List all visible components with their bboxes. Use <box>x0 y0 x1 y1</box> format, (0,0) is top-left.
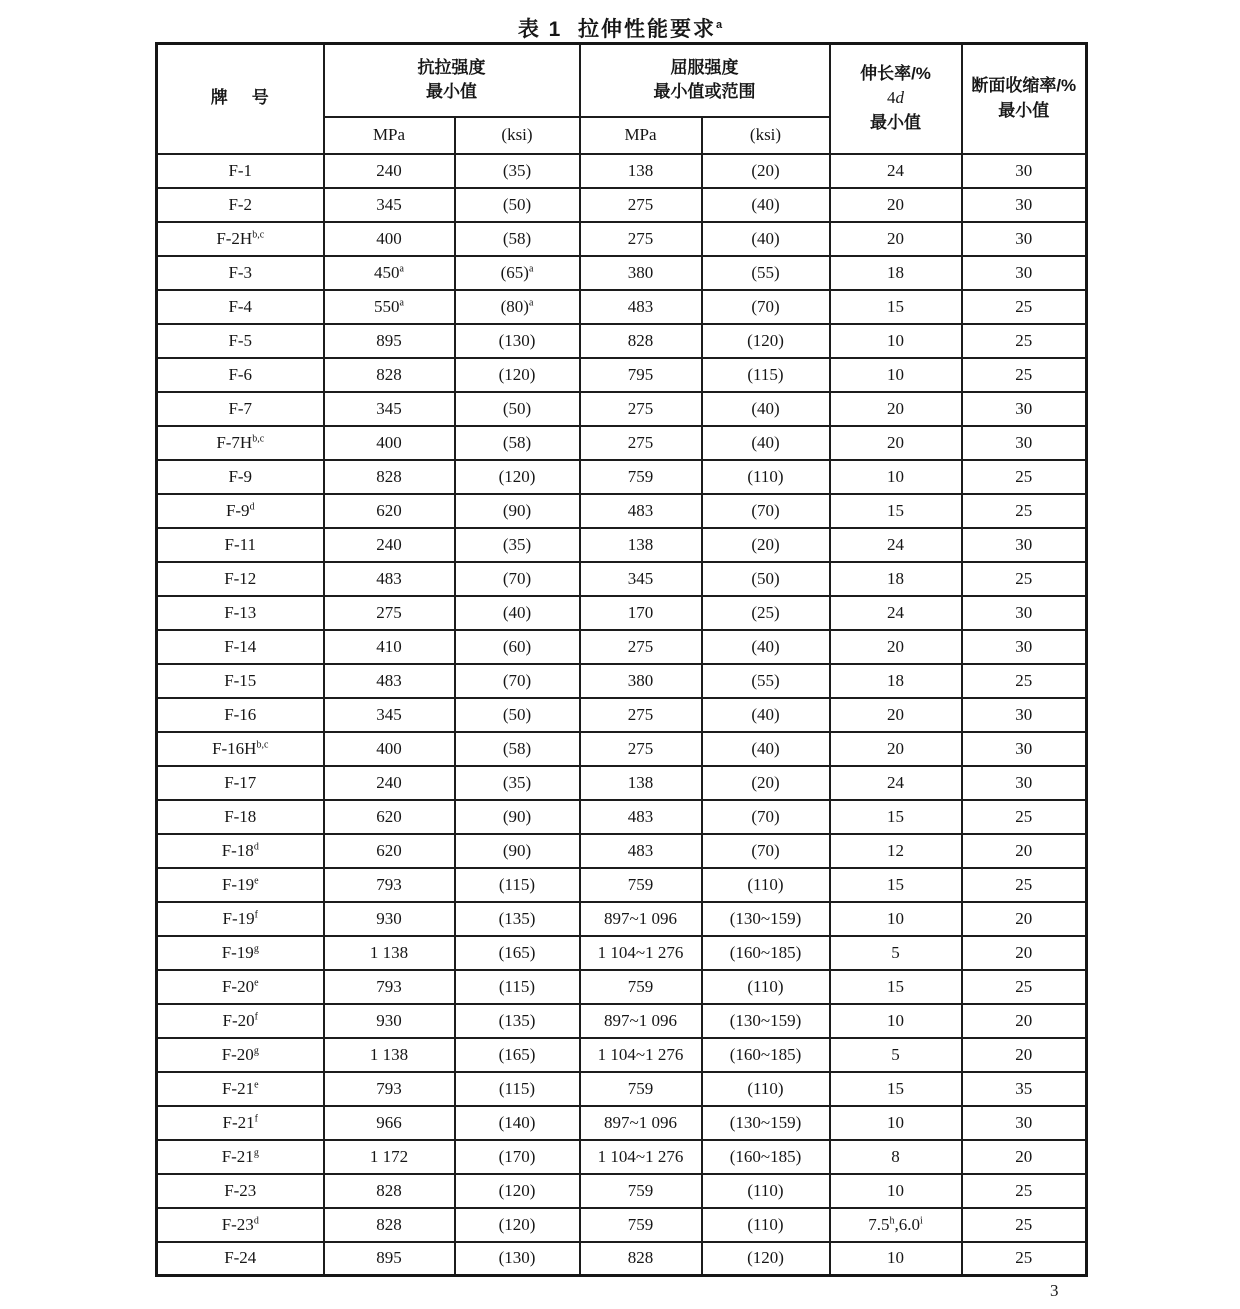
value-cell: (20) <box>702 528 830 562</box>
value-cell: 345 <box>324 188 455 222</box>
table-row <box>157 868 1087 902</box>
value-cell: 759 <box>580 970 702 1004</box>
grade-cell: F-24 <box>157 1242 324 1276</box>
value-cell: 18 <box>830 256 962 290</box>
grade-cell: F-15 <box>157 664 324 698</box>
table-title <box>155 13 1085 43</box>
value-cell: 930 <box>324 902 455 936</box>
value-cell: 15 <box>830 868 962 902</box>
value-cell: (110) <box>702 1072 830 1106</box>
grade-cell: F-6 <box>157 358 324 392</box>
value-cell: 345 <box>580 562 702 596</box>
value-cell: 30 <box>962 596 1087 630</box>
value-cell: (120) <box>455 460 580 494</box>
value-cell: (160~185) <box>702 1038 830 1072</box>
header-reduction-of-area <box>962 44 1087 154</box>
grade-cell: F-19$^g$ <box>157 936 324 970</box>
grade-cell: F-16 <box>157 698 324 732</box>
value-cell: 30 <box>962 732 1087 766</box>
value-cell: 25 <box>962 1208 1087 1242</box>
grade-cell: F-18 <box>157 800 324 834</box>
value-cell: (115) <box>455 970 580 1004</box>
value-cell: (120) <box>455 358 580 392</box>
grade-cell: F-17 <box>157 766 324 800</box>
value-cell: (130~159) <box>702 1004 830 1038</box>
value-cell: 759 <box>580 868 702 902</box>
value-cell: (130~159) <box>702 1106 830 1140</box>
table-row <box>157 460 1087 494</box>
value-cell: 25 <box>962 460 1087 494</box>
value-cell: 35 <box>962 1072 1087 1106</box>
value-cell: 240 <box>324 528 455 562</box>
value-cell: 18 <box>830 664 962 698</box>
value-cell: 793 <box>324 970 455 1004</box>
value-cell: 759 <box>580 1208 702 1242</box>
value-cell: (40) <box>702 222 830 256</box>
grade-cell: F-5 <box>157 324 324 358</box>
value-cell: 275 <box>580 188 702 222</box>
value-cell: 1 104~1 276 <box>580 936 702 970</box>
table-row <box>157 562 1087 596</box>
value-cell: 7.5$^h$,6.0$^i$ <box>830 1208 962 1242</box>
table-row <box>157 1038 1087 1072</box>
grade-cell: F-9 <box>157 460 324 494</box>
value-cell: 20 <box>962 834 1087 868</box>
value-cell: 10 <box>830 1242 962 1276</box>
value-cell: 25 <box>962 494 1087 528</box>
table-row <box>157 732 1087 766</box>
value-cell: 30 <box>962 1106 1087 1140</box>
value-cell: 25 <box>962 562 1087 596</box>
value-cell: 895 <box>324 1242 455 1276</box>
value-cell: 275 <box>580 698 702 732</box>
value-cell: (70) <box>702 834 830 868</box>
table-row <box>157 188 1087 222</box>
value-cell: 828 <box>324 1208 455 1242</box>
table-row <box>157 1004 1087 1038</box>
grade-cell: $F-7H^{b,c}$ <box>157 426 324 460</box>
value-cell: 25 <box>962 324 1087 358</box>
value-cell: 380 <box>580 256 702 290</box>
value-cell: (160~185) <box>702 1140 830 1174</box>
value-cell: 10 <box>830 460 962 494</box>
value-cell: (40) <box>702 732 830 766</box>
value-cell: 275 <box>324 596 455 630</box>
value-cell: 793 <box>324 868 455 902</box>
table-row <box>157 324 1087 358</box>
value-cell: 25 <box>962 800 1087 834</box>
value-cell: 483 <box>580 834 702 868</box>
value-cell: 759 <box>580 460 702 494</box>
value-cell: 793 <box>324 1072 455 1106</box>
table-row <box>157 154 1087 188</box>
value-cell: 10 <box>830 324 962 358</box>
grade-cell: F-13 <box>157 596 324 630</box>
grade-cell: $F-2H^{b,c}$ <box>157 222 324 256</box>
value-cell: 795 <box>580 358 702 392</box>
value-cell: 410 <box>324 630 455 664</box>
value-cell: (90) <box>455 834 580 868</box>
value-cell: 828 <box>324 1174 455 1208</box>
table-row <box>157 970 1087 1004</box>
value-cell: 24 <box>830 596 962 630</box>
table-row <box>157 392 1087 426</box>
value-cell: 15 <box>830 970 962 1004</box>
value-cell: (70) <box>702 290 830 324</box>
value-cell: (120) <box>702 1242 830 1276</box>
header-yield-line1: 屈服强度 <box>670 57 739 77</box>
value-cell: 345 <box>324 392 455 426</box>
value-cell: 759 <box>580 1174 702 1208</box>
value-cell: 483 <box>580 800 702 834</box>
value-cell: 30 <box>962 426 1087 460</box>
grade-cell: F-20$^f$ <box>157 1004 324 1038</box>
value-cell: 138 <box>580 528 702 562</box>
value-cell: 170 <box>580 596 702 630</box>
value-cell: 20 <box>830 222 962 256</box>
value-cell: 5 <box>830 1038 962 1072</box>
value-cell: 20 <box>830 732 962 766</box>
value-cell: (50) <box>455 188 580 222</box>
header-reduction-line2: 最小值 <box>998 100 1050 120</box>
grade-cell: F-20e <box>157 970 324 1004</box>
value-cell: 20 <box>830 630 962 664</box>
value-cell: 275 <box>580 732 702 766</box>
value-cell: (90) <box>455 494 580 528</box>
table-row <box>157 494 1087 528</box>
value-cell: (70) <box>702 800 830 834</box>
table-row <box>157 936 1087 970</box>
grade-cell: F-1 <box>157 154 324 188</box>
value-cell: 15 <box>830 494 962 528</box>
table-row <box>157 290 1087 324</box>
value-cell: (110) <box>702 1174 830 1208</box>
value-cell: (40) <box>702 698 830 732</box>
value-cell: (50) <box>702 562 830 596</box>
grade-cell: F-21e <box>157 1072 324 1106</box>
value-cell: 483 <box>580 494 702 528</box>
grade-cell: F-23$^d$ <box>157 1208 324 1242</box>
value-cell: 400 <box>324 222 455 256</box>
value-cell: 15 <box>830 800 962 834</box>
value-cell: 25 <box>962 358 1087 392</box>
table-row <box>157 1106 1087 1140</box>
table-row <box>157 426 1087 460</box>
value-cell: 20 <box>962 1140 1087 1174</box>
value-cell: (55) <box>702 664 830 698</box>
value-cell: (115) <box>702 358 830 392</box>
table-row <box>157 1072 1087 1106</box>
value-cell: 1 104~1 276 <box>580 1038 702 1072</box>
table-body <box>157 154 1087 1276</box>
table-row <box>157 698 1087 732</box>
value-cell: (170) <box>455 1140 580 1174</box>
value-cell: (70) <box>702 494 830 528</box>
value-cell: (70) <box>455 562 580 596</box>
grade-cell: F-19$^f$ <box>157 902 324 936</box>
table-row <box>157 528 1087 562</box>
value-cell: (110) <box>702 970 830 1004</box>
value-cell: $(65)^a$ <box>455 256 580 290</box>
table-row <box>157 630 1087 664</box>
value-cell: 10 <box>830 1174 962 1208</box>
value-cell: 10 <box>830 1004 962 1038</box>
value-cell: 275 <box>580 222 702 256</box>
value-cell: (20) <box>702 154 830 188</box>
value-cell: 30 <box>962 188 1087 222</box>
value-cell: 930 <box>324 1004 455 1038</box>
grade-cell: F-9$^d$ <box>157 494 324 528</box>
value-cell: 138 <box>580 154 702 188</box>
grade-cell: F-2 <box>157 188 324 222</box>
value-cell: 966 <box>324 1106 455 1140</box>
value-cell: 483 <box>324 562 455 596</box>
value-cell: 20 <box>830 426 962 460</box>
grade-cell: F-21$^f$ <box>157 1106 324 1140</box>
header-yield-unit-ksi: (ksi) <box>702 117 830 154</box>
value-cell: (120) <box>455 1208 580 1242</box>
value-cell: 275 <box>580 426 702 460</box>
table-row <box>157 800 1087 834</box>
value-cell: 25 <box>962 1174 1087 1208</box>
value-cell: 30 <box>962 630 1087 664</box>
header-tensile-unit-mpa: MPa <box>324 117 455 154</box>
value-cell: 20 <box>962 902 1087 936</box>
grade-cell: F-18$^d$ <box>157 834 324 868</box>
value-cell: 30 <box>962 698 1087 732</box>
value-cell: (58) <box>455 222 580 256</box>
table-row <box>157 1208 1087 1242</box>
header-tensile-line2: 最小值 <box>426 82 477 102</box>
grade-cell: F-12 <box>157 562 324 596</box>
value-cell: 24 <box>830 766 962 800</box>
value-cell: (135) <box>455 1004 580 1038</box>
table-title-text: 表 1 拉伸性能要求 <box>517 18 717 41</box>
value-cell: 10 <box>830 902 962 936</box>
value-cell: (110) <box>702 460 830 494</box>
header-yield-strength <box>580 44 830 117</box>
header-tensile-line1: 抗拉强度 <box>417 57 486 77</box>
value-cell: (60) <box>455 630 580 664</box>
value-cell: 25 <box>962 664 1087 698</box>
value-cell: 483 <box>580 290 702 324</box>
value-cell: (35) <box>455 766 580 800</box>
value-cell: 30 <box>962 256 1087 290</box>
value-cell: 897~1 096 <box>580 902 702 936</box>
value-cell: 30 <box>962 528 1087 562</box>
value-cell: 10 <box>830 1106 962 1140</box>
value-cell: (160~185) <box>702 936 830 970</box>
grade-cell: F-11 <box>157 528 324 562</box>
header-tensile-strength <box>324 44 580 117</box>
page-number: 3 <box>1050 1281 1059 1300</box>
table-row <box>157 766 1087 800</box>
value-cell: (35) <box>455 154 580 188</box>
value-cell: (40) <box>702 188 830 222</box>
value-cell: 240 <box>324 154 455 188</box>
value-cell: (130) <box>455 1242 580 1276</box>
value-cell: (40) <box>702 392 830 426</box>
value-cell: (120) <box>455 1174 580 1208</box>
value-cell: (40) <box>702 426 830 460</box>
value-cell: 24 <box>830 154 962 188</box>
value-cell: 30 <box>962 222 1087 256</box>
value-cell: 275 <box>580 630 702 664</box>
header-elongation-line1: 伸长率/% <box>860 63 931 83</box>
value-cell: (90) <box>455 800 580 834</box>
value-cell: 345 <box>324 698 455 732</box>
value-cell: (110) <box>702 1208 830 1242</box>
table-header <box>157 44 1087 154</box>
value-cell: 1 172 <box>324 1140 455 1174</box>
header-grade-label: 牌 号 <box>210 88 270 108</box>
value-cell: 400 <box>324 732 455 766</box>
value-cell: 20 <box>830 392 962 426</box>
value-cell: 620 <box>324 494 455 528</box>
value-cell: 275 <box>580 392 702 426</box>
value-cell: 25 <box>962 290 1087 324</box>
value-cell: (58) <box>455 732 580 766</box>
value-cell: 30 <box>962 766 1087 800</box>
value-cell: 25 <box>962 1242 1087 1276</box>
value-cell: (70) <box>455 664 580 698</box>
header-yield-line2: 最小值或范围 <box>653 82 756 102</box>
value-cell: 1 138 <box>324 936 455 970</box>
table-row <box>157 1242 1087 1276</box>
value-cell: (110) <box>702 868 830 902</box>
grade-cell: F-20$^g$ <box>157 1038 324 1072</box>
value-cell: 828 <box>324 460 455 494</box>
value-cell: 897~1 096 <box>580 1106 702 1140</box>
grade-cell: $F-16H^{b,c}$ <box>157 732 324 766</box>
header-yield-unit-mpa: MPa <box>580 117 702 154</box>
value-cell: (58) <box>455 426 580 460</box>
grade-cell: F-19e <box>157 868 324 902</box>
value-cell: 20 <box>962 936 1087 970</box>
value-cell: (165) <box>455 1038 580 1072</box>
value-cell: (120) <box>702 324 830 358</box>
grade-cell: F-3 <box>157 256 324 290</box>
value-cell: (40) <box>702 630 830 664</box>
table-row <box>157 1140 1087 1174</box>
value-cell: 20 <box>962 1038 1087 1072</box>
value-cell: (50) <box>455 698 580 732</box>
value-cell: (35) <box>455 528 580 562</box>
header-reduction-line1: 断面收缩率/% <box>971 76 1077 96</box>
value-cell: 380 <box>580 664 702 698</box>
value-cell: 550$^a$ <box>324 290 455 324</box>
table-row <box>157 358 1087 392</box>
value-cell: 138 <box>580 766 702 800</box>
value-cell: (165) <box>455 936 580 970</box>
value-cell: (115) <box>455 1072 580 1106</box>
value-cell: 828 <box>580 324 702 358</box>
table-row <box>157 834 1087 868</box>
value-cell: 483 <box>324 664 455 698</box>
grade-cell: F-4 <box>157 290 324 324</box>
table-row <box>157 664 1087 698</box>
table-row <box>157 222 1087 256</box>
value-cell: 8 <box>830 1140 962 1174</box>
table-row <box>157 1174 1087 1208</box>
header-elongation <box>830 44 962 154</box>
value-cell: (130~159) <box>702 902 830 936</box>
grade-cell: F-14 <box>157 630 324 664</box>
value-cell: 15 <box>830 1072 962 1106</box>
value-cell: 25 <box>962 868 1087 902</box>
tensile-requirements-table <box>155 42 1088 1277</box>
value-cell: 25 <box>962 970 1087 1004</box>
value-cell: 20 <box>962 1004 1087 1038</box>
grade-cell: F-7 <box>157 392 324 426</box>
value-cell: (55) <box>702 256 830 290</box>
value-cell: 24 <box>830 528 962 562</box>
header-elongation-gauge: 4d <box>887 88 904 108</box>
value-cell: 620 <box>324 800 455 834</box>
table-title-footnote-mark: a <box>716 19 723 31</box>
grade-cell: F-23 <box>157 1174 324 1208</box>
table-row <box>157 902 1087 936</box>
value-cell: 15 <box>830 290 962 324</box>
value-cell: 30 <box>962 154 1087 188</box>
value-cell: (115) <box>455 868 580 902</box>
value-cell: (140) <box>455 1106 580 1140</box>
value-cell: 12 <box>830 834 962 868</box>
value-cell: 10 <box>830 358 962 392</box>
value-cell: $(80)^a$ <box>455 290 580 324</box>
value-cell: 20 <box>830 698 962 732</box>
header-grade <box>157 44 324 154</box>
value-cell: (25) <box>702 596 830 630</box>
table-row <box>157 256 1087 290</box>
value-cell: (20) <box>702 766 830 800</box>
table-row <box>157 596 1087 630</box>
value-cell: 20 <box>830 188 962 222</box>
value-cell: (130) <box>455 324 580 358</box>
value-cell: 828 <box>324 358 455 392</box>
value-cell: (135) <box>455 902 580 936</box>
value-cell: (50) <box>455 392 580 426</box>
value-cell: (40) <box>455 596 580 630</box>
value-cell: 30 <box>962 392 1087 426</box>
value-cell: 828 <box>580 1242 702 1276</box>
value-cell: 1 138 <box>324 1038 455 1072</box>
header-elongation-line3: 最小值 <box>870 113 921 133</box>
value-cell: 895 <box>324 324 455 358</box>
value-cell: 18 <box>830 562 962 596</box>
value-cell: 240 <box>324 766 455 800</box>
value-cell: 1 104~1 276 <box>580 1140 702 1174</box>
value-cell: 620 <box>324 834 455 868</box>
value-cell: 400 <box>324 426 455 460</box>
header-tensile-unit-ksi: (ksi) <box>455 117 580 154</box>
value-cell: 450$^a$ <box>324 256 455 290</box>
value-cell: 5 <box>830 936 962 970</box>
grade-cell: F-21$^g$ <box>157 1140 324 1174</box>
value-cell: 897~1 096 <box>580 1004 702 1038</box>
value-cell: 759 <box>580 1072 702 1106</box>
